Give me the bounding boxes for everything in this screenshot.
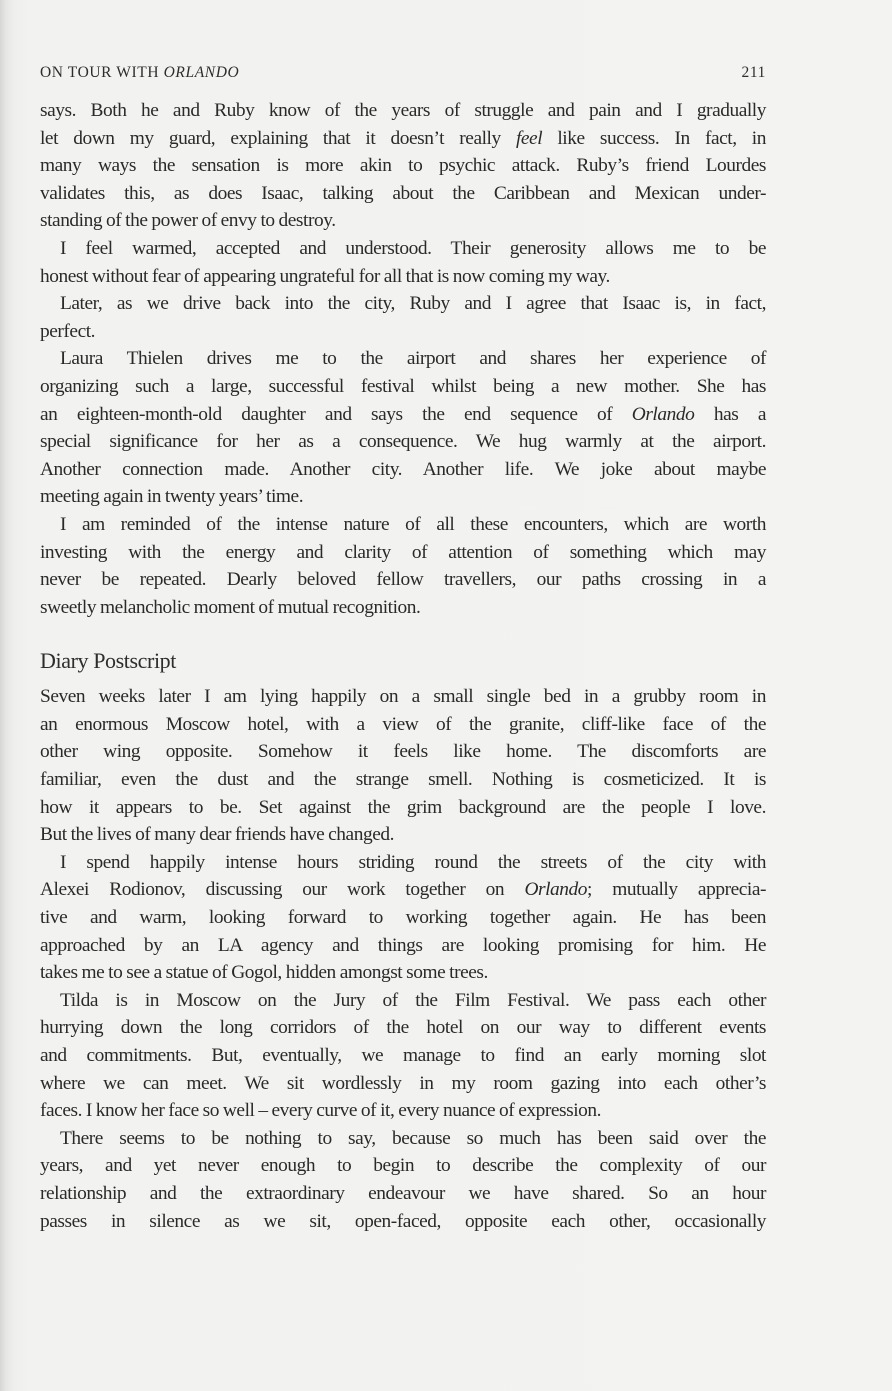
text-line: Tilda is in Moscow on the Jury of the Film Festival. We pass each other — [60, 989, 766, 1011]
text-line: meeting again in twenty years’ time. — [40, 486, 304, 508]
text-line: validates this, as does Isaac, talking about the Caribbean and Mexican under- — [40, 182, 766, 204]
text-line — [40, 125, 766, 153]
italic-text: Orlando — [631, 403, 695, 425]
text-line: Later, as we drive back into the city, Ruby and I agree that Isaac is, in fact, — [60, 293, 766, 315]
text-line: But the lives of many dear friends have changed. — [40, 824, 395, 846]
text-line: I spend happily intense hours striding round the streets of the city with — [60, 851, 766, 873]
section-tour-text — [40, 97, 766, 621]
text-line: years, and yet never enough to begin to describe the complexity of our — [40, 1155, 766, 1177]
text-line: where we can meet. We sit wordlessly in my room gazing into each other’s — [40, 1072, 766, 1094]
text-line: says. Both he and Ruby know of the years of struggle and pain and I gradually — [40, 100, 766, 121]
text-line: special significance for her as a consequence. We hug warmly at the airport. — [40, 431, 766, 453]
running-title-prefix: ON TOUR WITH — [40, 64, 164, 81]
text-line: sweetly melancholic moment of mutual recognition. — [40, 596, 421, 618]
text-line: investing with the energy and clarity of attention of something which may — [40, 541, 766, 563]
text-line: Another connection made. Another city. Another life. We joke about maybe — [40, 458, 766, 480]
section-diary-postscript — [40, 683, 766, 1235]
text-line: familiar, even the dust and the strange smell. Nothing is cosmeticized. It is — [40, 769, 766, 791]
text-line: tive and warm, looking forward to working together again. He has been — [40, 907, 766, 929]
text-line: faces. I know her face so well – every curve of it, every nuance of expression. — [40, 1100, 602, 1122]
text-segment: Alexei Rodionov, discussing our work together on — [40, 879, 525, 901]
text-line: I feel warmed, accepted and understood. Their generosity allows me to be — [60, 237, 766, 259]
body-text — [40, 97, 766, 1235]
section-heading: Diary Postscript — [40, 648, 176, 674]
text-line: Laura Thielen drives me to the airport and shares her experience of — [60, 348, 766, 370]
text-line: approached by an LA agency and things are looking promising for him. He — [40, 934, 766, 956]
text-segment: an eighteen-month-old daughter and says the end sequence of — [40, 403, 632, 425]
text-line: relationship and the extraordinary endeavour we have shared. So an hour — [40, 1182, 766, 1204]
text-line: perfect. — [40, 320, 96, 342]
text-line: many ways the sensation is more akin to psychic attack. Ruby’s friend Lourdes — [40, 155, 766, 177]
text-line: I am reminded of the intense nature of all these encounters, which are worth — [60, 513, 766, 535]
text-line: an enormous Moscow hotel, with a view of the granite, cliff-like face of the — [40, 713, 766, 735]
text-line: organizing such a large, successful festival whilst being a new mother. She has — [40, 375, 766, 397]
text-line: how it appears to be. Set against the grim background are the people I love. — [40, 796, 766, 818]
text-line: honest without fear of appearing ungrateful for all that is now coming my way. — [40, 265, 610, 287]
text-line: and commitments. But, eventually, we manage to find an early morning slot — [40, 1045, 766, 1066]
italic-text: feel — [515, 127, 543, 149]
text-line: takes me to see a statue of Gogol, hidden amongst some trees. — [40, 962, 488, 984]
text-line: Seven weeks later I am lying happily on a small single bed in a grubby room in — [40, 686, 766, 708]
italic-text: Orlando — [524, 879, 588, 901]
text-line — [40, 876, 766, 904]
text-segment: like success. In fact, in — [542, 127, 766, 149]
page-number: 211 — [741, 64, 766, 81]
text-line: standing of the power of envy to destroy. — [40, 210, 336, 232]
text-segment: let down my guard, explaining that it doesn’t really — [40, 127, 516, 149]
running-title — [40, 64, 239, 82]
text-line — [40, 401, 766, 429]
running-title-italic: ORLANDO — [163, 64, 240, 81]
text-line: passes in silence as we sit, open-faced, opposite each other, occasionally — [40, 1210, 766, 1232]
text-segment: has a — [694, 403, 766, 425]
text-line: hurrying down the long corridors of the hotel on our way to different events — [40, 1017, 766, 1039]
running-head — [40, 64, 766, 82]
text-line: other wing opposite. Somehow it feels like home. The discomforts are — [40, 741, 766, 763]
text-line: never be repeated. Dearly beloved fellow travellers, our paths crossing in a — [40, 569, 766, 591]
text-line: There seems to be nothing to say, because so much has been said over the — [60, 1127, 766, 1149]
text-segment: ; mutually apprecia- — [587, 879, 766, 901]
